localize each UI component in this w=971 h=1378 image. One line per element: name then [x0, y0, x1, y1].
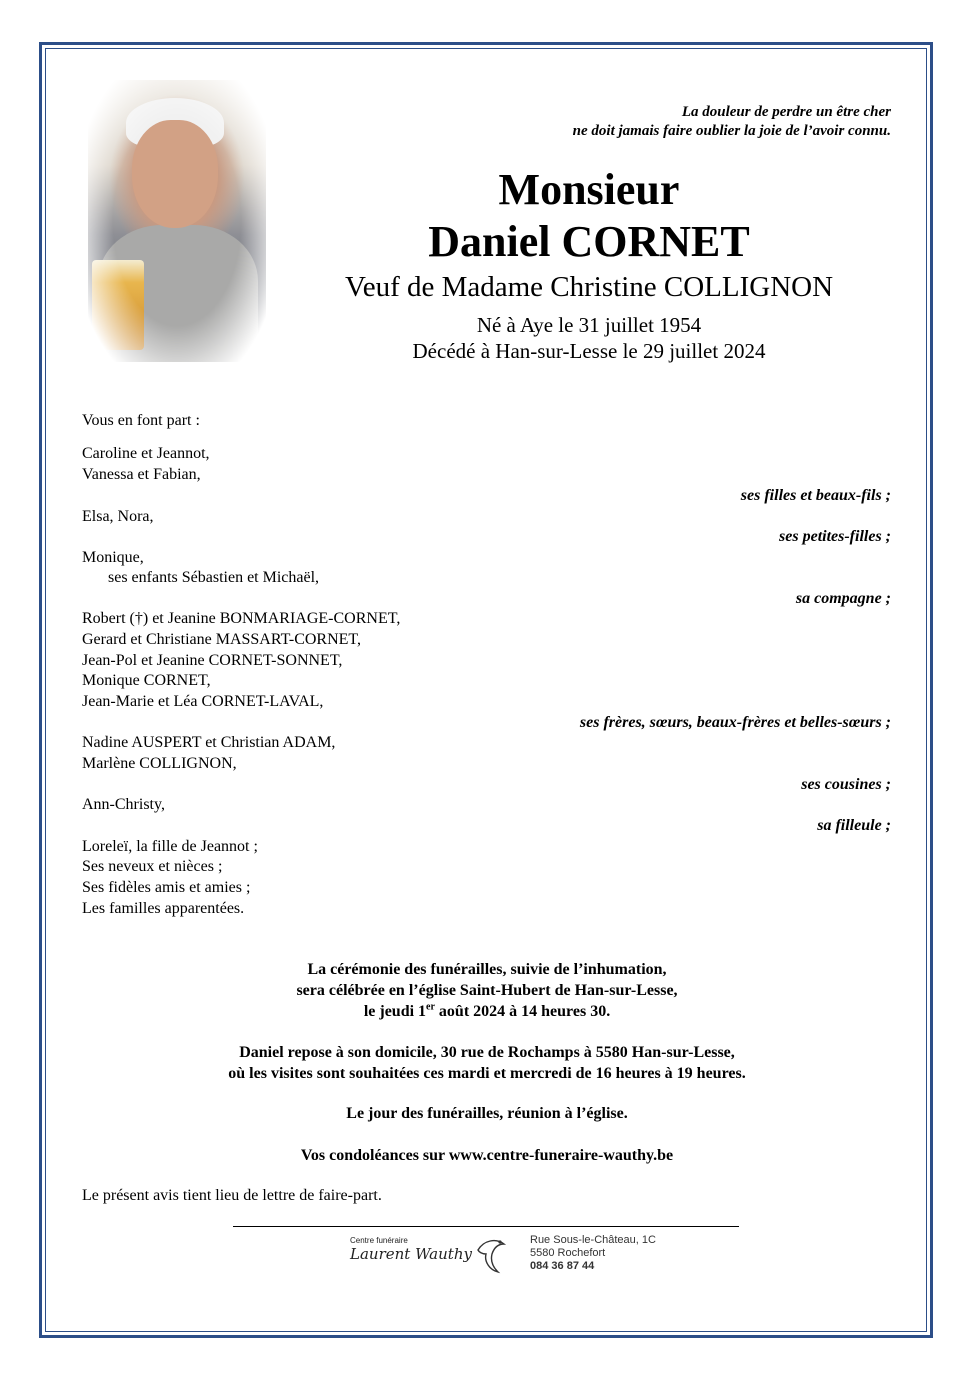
footer-divider [233, 1226, 739, 1227]
family-line: Vanessa et Fabian, [82, 466, 201, 483]
family-line: Gerard et Christiane MASSART-CORNET, [82, 631, 362, 648]
ceremony-line-1: La cérémonie des funérailles, suivie de l’inhumation, [307, 961, 667, 978]
funeral-home-logo [340, 1230, 660, 1276]
ceremony-line-2: sera célébrée en l’église Saint-Hubert de Han-sur-Lesse, [296, 982, 678, 999]
address-line-1: Rue Sous-le-Château, 1C [530, 1234, 656, 1246]
widower-line: Veuf de Madame Christine COLLIGNON [344, 271, 834, 303]
relation-label: ses petites-filles ; [779, 528, 891, 545]
family-line: ses enfants Sébastien et Michaël, [108, 569, 320, 586]
family-line: Caroline et Jeannot, [82, 445, 210, 462]
visitation-line-2: où les visites sont souhaitées ces mardi et mercredi de 16 heures à 19 heures. [228, 1065, 746, 1082]
funeral-home-address [530, 1234, 656, 1273]
footer-note: Le présent avis tient lieu de lettre de faire-part. [82, 1187, 382, 1204]
relation-label: ses frères, sœurs, beaux-frères et belles-sœurs ; [579, 714, 891, 731]
address-line-2: 5580 Rochefort [530, 1247, 606, 1259]
gathering-info: Le jour des funérailles, réunion à l’église. [346, 1105, 628, 1122]
family-line: Marlène COLLIGNON, [82, 755, 237, 772]
birth-line: Né à Aye le 31 juillet 1954 [476, 313, 702, 337]
announcement-intro: Vous en font part : [82, 412, 200, 429]
epigraph-quote [573, 103, 891, 141]
family-line: Monique, [82, 549, 144, 566]
relation-label: ses filles et beaux-fils ; [740, 487, 891, 504]
visitation-line-1: Daniel repose à son domicile, 30 rue de Rochamps à 5580 Han-sur-Lesse, [239, 1044, 735, 1061]
logo-small-text: Centre funéraire [350, 1236, 408, 1245]
family-line: Ann-Christy, [82, 796, 165, 813]
family-line: Loreleï, la fille de Jeannot ; [82, 838, 258, 855]
family-line: Les familles apparentées. [82, 900, 245, 917]
family-line: Jean-Marie et Léa CORNET-LAVAL, [82, 693, 324, 710]
relation-label: sa compagne ; [795, 590, 891, 607]
family-line: Robert (†) et Jeanine BONMARIAGE-CORNET, [82, 610, 401, 627]
phone-number: 084 36 87 44 [530, 1260, 595, 1272]
family-line: Jean-Pol et Jeanine CORNET-SONNET, [82, 652, 343, 669]
deceased-name: Daniel CORNET [428, 217, 750, 266]
visitation-info [82, 1042, 892, 1084]
deceased-header [300, 164, 878, 364]
family-line: Ses neveux et nièces ; [82, 858, 223, 875]
condolences-info: Vos condoléances sur www.centre-funeraire-wauthy.be [300, 1147, 674, 1164]
logo-script-text: Laurent Wauthy [350, 1245, 472, 1263]
quote-line-2: ne doit jamais faire oublier la joie de l’avoir connu. [572, 123, 891, 139]
relation-label: ses cousines ; [801, 776, 891, 793]
family-line: Nadine AUSPERT et Christian ADAM, [82, 734, 336, 751]
dove-icon [472, 1232, 512, 1274]
quote-line-1: La douleur de perdre un être cher [681, 104, 891, 120]
family-line: Ses fidèles amis et amies ; [82, 879, 251, 896]
ceremony-info [82, 959, 892, 1022]
family-line: Elsa, Nora, [82, 508, 154, 525]
family-line: Monique CORNET, [82, 672, 211, 689]
death-line: Décédé à Han-sur-Lesse le 29 juillet 2024 [412, 339, 766, 363]
ceremony-line-3: le jeudi 1er août 2024 à 14 heures 30. [363, 1001, 611, 1020]
relation-label: sa filleule ; [817, 817, 891, 834]
salutation: Monsieur [498, 165, 680, 214]
portrait-photo [88, 80, 266, 362]
